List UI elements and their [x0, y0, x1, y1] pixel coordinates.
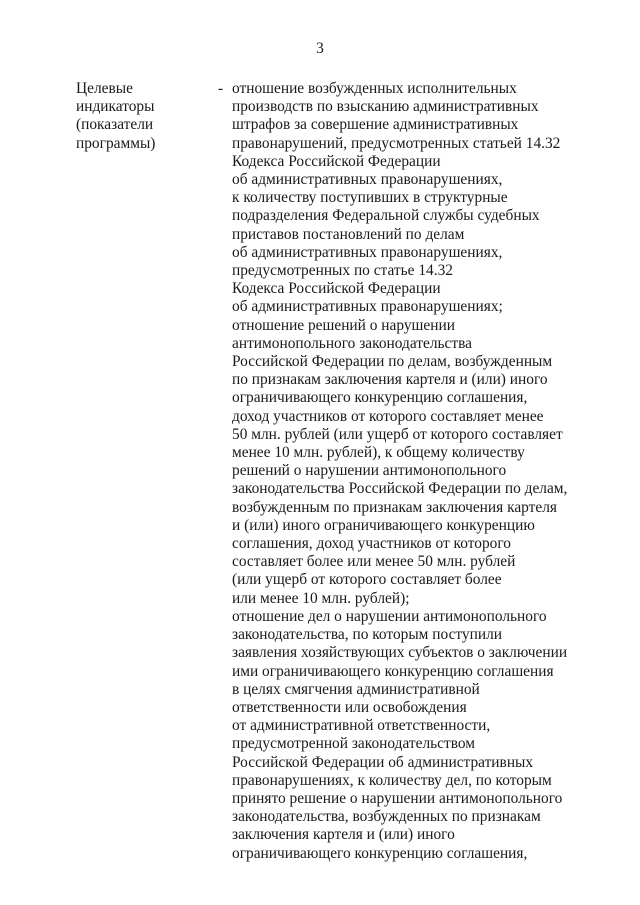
indicator-text-line: об административных правонарушениях, — [232, 243, 503, 261]
indicator-text-line: соглашения, доход участников от которого — [232, 535, 511, 553]
indicator-text-line: подразделения Федеральной службы судебных — [232, 207, 540, 225]
indicator-text-line: ограничивающего конкуренцию соглашения, — [232, 844, 528, 862]
indicator-text-line: принято решение о нарушении антимонопольного — [232, 789, 563, 807]
indicator-text-line: Кодекса Российской Федерации — [232, 152, 441, 170]
indicator-text-line: Российской Федерации об административных — [232, 753, 534, 771]
indicator-text-line: правонарушениях, к количеству дел, по которым — [232, 771, 552, 789]
indicator-text-line: заявления хозяйствующих субъектов о заключении — [232, 644, 568, 662]
indicator-text-line: 50 млн. рублей (или ущерб от которого составляет — [232, 425, 563, 443]
section-label — [76, 80, 216, 153]
indicator-text-line: и (или) иного ограничивающего конкуренцию — [232, 516, 535, 534]
section-label-line: (показатели — [76, 116, 154, 134]
indicator-text-line: решений о нарушении антимонопольного — [232, 462, 507, 480]
indicator-text-line: об административных правонарушениях; — [232, 298, 503, 316]
indicator-text-line: законодательства Российской Федерации по делам, — [232, 480, 568, 498]
indicator-text-line: ограничивающего конкуренцию соглашения, — [232, 389, 528, 407]
indicator-text-line: в целях смягчения административной — [232, 680, 480, 698]
indicator-text-line: Кодекса Российской Федерации — [232, 280, 441, 298]
indicator-text-line: правонарушений, предусмотренных статьей 14.32 — [232, 134, 561, 152]
indicator-text-line: законодательства, возбужденных по признакам — [232, 808, 541, 826]
indicator-text-line: по признакам заключения картеля и (или) иного — [232, 371, 548, 389]
indicator-text-line: ими ограничивающего конкуренцию соглашения — [232, 662, 554, 680]
indicator-text-line: штрафов за совершение административных — [232, 116, 519, 134]
indicator-text-line: отношение решений о нарушении — [232, 316, 455, 334]
indicator-text-line: производств по взысканию административных — [232, 98, 539, 116]
indicator-text-line: приставов постановлений по делам — [232, 225, 465, 243]
indicator-text-line: менее 10 млн. рублей), к общему количеству — [232, 444, 525, 462]
indicator-text-line: отношение возбужденных исполнительных — [232, 80, 517, 97]
indicator-text-line: или менее 10 млн. рублей); — [232, 589, 410, 607]
indicator-text-line: об административных правонарушениях, — [232, 171, 503, 189]
indicator-description — [232, 80, 632, 863]
list-dash: - — [218, 80, 224, 97]
indicator-text-line: отношение дел о нарушении антимонопольного — [232, 607, 547, 625]
section-label-line: Целевые — [76, 80, 133, 97]
page-number: 3 — [316, 40, 324, 57]
section-label-line: программы) — [76, 134, 156, 152]
indicator-text-line: возбужденным по признакам заключения картеля — [232, 498, 557, 516]
indicator-text-line: ответственности или освобождения — [232, 698, 467, 716]
indicator-text-line: от административной ответственности, — [232, 717, 491, 735]
indicator-text-line: предусмотренной законодательством — [232, 735, 476, 753]
indicator-text-line: Российской Федерации по делам, возбужденным — [232, 353, 553, 371]
indicator-text-line: доход участников от которого составляет менее — [232, 407, 544, 425]
indicator-text-line: (или ущерб от которого составляет более — [232, 571, 502, 589]
indicator-text-line: законодательства, по которым поступили — [232, 626, 503, 644]
indicator-text-line: заключения картеля и (или) иного — [232, 826, 455, 844]
indicator-text-line: к количеству поступивших в структурные — [232, 189, 508, 207]
indicator-text-line: предусмотренных по статье 14.32 — [232, 262, 453, 280]
section-label-line: индикаторы — [76, 98, 155, 116]
indicator-text-line: составляет более или менее 50 млн. рублей — [232, 553, 516, 571]
indicator-text-line: антимонопольного законодательства — [232, 334, 472, 352]
